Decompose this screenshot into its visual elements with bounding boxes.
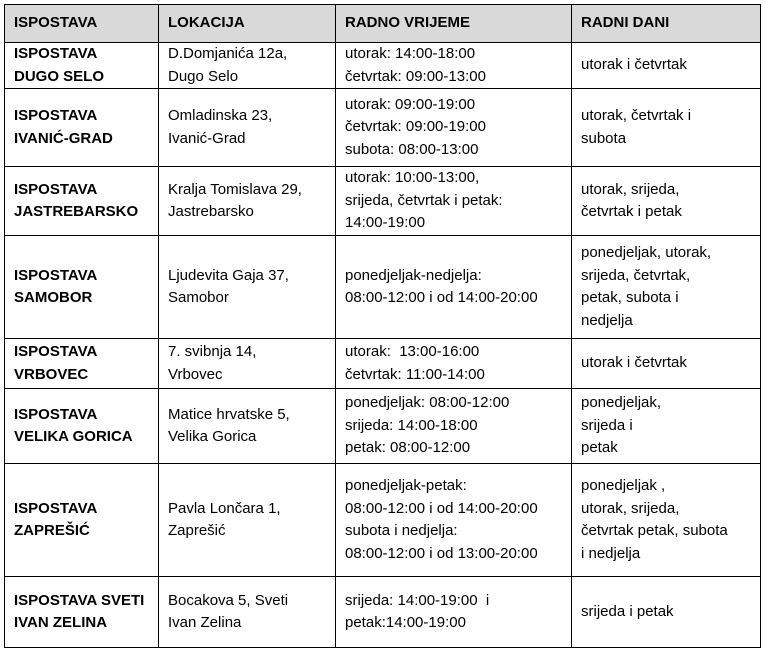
cell-line: ISPOSTAVA SVETI	[14, 591, 145, 609]
cell-line: petak, subota i	[581, 289, 679, 306]
table-row	[5, 43, 761, 89]
cell-line: JASTREBARSKO	[14, 203, 139, 220]
cell-line: Vrbovec	[168, 365, 223, 383]
cell-line: SAMOBOR	[14, 289, 93, 306]
cell-line: 08:00-12:00 i od 14:00-20:00	[345, 499, 538, 517]
cell-line: ISPOSTAVA	[14, 266, 98, 284]
cell-line: Velika Gorica	[168, 428, 257, 445]
cell-line: 08:00-12:00 i od 13:00-20:00	[345, 544, 538, 562]
cell-line: utorak: 09:00-19:00	[345, 95, 476, 113]
cell-line: petak	[581, 439, 618, 457]
days-cell	[572, 389, 761, 464]
office-name-cell	[5, 339, 159, 389]
table-row	[5, 339, 761, 389]
cell-line: utorak i četvrtak	[581, 354, 687, 372]
cell-line: srijeda, četvrtak,	[581, 266, 691, 284]
cell-line: ponedjeljak,	[581, 394, 662, 412]
cell-line: srijeda i petak	[581, 602, 674, 620]
cell-line: srijeda: 14:00-19:00 i	[345, 591, 490, 609]
cell-line: ponedjeljak-petak:	[345, 477, 467, 494]
cell-line: srijeda, četvrtak i petak:	[345, 191, 503, 209]
hours-cell	[336, 464, 572, 577]
days-cell	[572, 167, 761, 236]
office-name-cell	[5, 89, 159, 167]
cell-line: Dugo Selo	[168, 67, 239, 85]
cell-line: ISPOSTAVA	[14, 107, 98, 124]
header-row	[5, 5, 761, 43]
cell-line: DUGO SELO	[14, 67, 105, 85]
cell-line: srijeda: 14:00-18:00	[345, 416, 478, 434]
header-office: ISPOSTAVA	[5, 5, 159, 43]
cell-line: Matice hrvatske 5,	[168, 405, 290, 423]
cell-line: Pavla Lončara 1,	[168, 499, 281, 517]
cell-line: subota i nedjelja:	[345, 522, 458, 539]
location-cell	[159, 236, 336, 339]
cell-line: ponedjeljak, utorak,	[581, 244, 712, 261]
cell-line: VELIKA GORICA	[14, 428, 133, 445]
cell-line: ZAPREŠIĆ	[14, 522, 90, 539]
header-working-hours: RADNO VRIJEME	[336, 5, 572, 43]
branch-offices-table	[4, 4, 761, 648]
cell-line: Ljudevita Gaja 37,	[168, 266, 289, 284]
cell-line: Samobor	[168, 289, 229, 306]
cell-line: utorak: 13:00-16:00	[345, 343, 480, 360]
location-cell	[159, 339, 336, 389]
cell-line: ponedjeljak ,	[581, 477, 666, 494]
office-name-cell	[5, 236, 159, 339]
cell-line: ISPOSTAVA	[14, 499, 98, 517]
office-name-cell	[5, 464, 159, 577]
cell-line: petak: 08:00-12:00	[345, 439, 471, 457]
cell-line: ISPOSTAVA	[14, 343, 98, 360]
cell-line: VRBOVEC	[14, 365, 89, 383]
cell-line: 08:00-12:00 i od 14:00-20:00	[345, 289, 538, 306]
office-name-cell	[5, 577, 159, 648]
location-cell	[159, 464, 336, 577]
cell-line: D.Domjanića 12a,	[168, 45, 288, 62]
office-name-cell	[5, 389, 159, 464]
cell-line: subota	[581, 129, 627, 147]
header-working-days: RADNI DANI	[572, 5, 761, 43]
cell-line: Kralja Tomislava 29,	[168, 180, 302, 198]
cell-line: Zaprešić	[168, 522, 226, 539]
table-row	[5, 577, 761, 648]
cell-line: Jastrebarsko	[168, 203, 254, 220]
cell-line: četvrtak: 11:00-14:00	[345, 365, 485, 383]
location-cell	[159, 89, 336, 167]
hours-cell	[336, 339, 572, 389]
cell-line: ponedjeljak-nedjelja:	[345, 266, 482, 284]
cell-line: srijeda i	[581, 416, 633, 434]
cell-line: četvrtak i petak	[581, 203, 682, 220]
cell-line: Ivanić-Grad	[168, 129, 246, 147]
cell-line: i nedjelja	[581, 544, 641, 562]
hours-cell	[336, 577, 572, 648]
days-cell	[572, 43, 761, 89]
table-row	[5, 167, 761, 236]
days-cell	[572, 464, 761, 577]
cell-line: utorak, srijeda,	[581, 499, 680, 517]
cell-line: četvrtak: 09:00-19:00	[345, 118, 486, 136]
hours-cell	[336, 89, 572, 167]
cell-line: nedjelja	[581, 311, 633, 329]
table-row	[5, 89, 761, 167]
cell-line: ISPOSTAVA	[14, 180, 98, 198]
office-name-cell	[5, 43, 159, 89]
days-cell	[572, 236, 761, 339]
location-cell	[159, 167, 336, 236]
cell-line: utorak: 10:00-13:00,	[345, 169, 480, 187]
header-location: LOKACIJA	[159, 5, 336, 43]
cell-line: Omladinska 23,	[168, 107, 273, 124]
hours-cell	[336, 236, 572, 339]
cell-line: subota: 08:00-13:00	[345, 140, 479, 158]
table-row	[5, 464, 761, 577]
days-cell	[572, 577, 761, 648]
days-cell	[572, 89, 761, 167]
location-cell	[159, 577, 336, 648]
table-row	[5, 236, 761, 339]
cell-line: utorak: 14:00-18:00	[345, 45, 476, 62]
cell-line: ISPOSTAVA	[14, 405, 98, 423]
table-row	[5, 389, 761, 464]
cell-line: 7. svibnja 14,	[168, 343, 257, 360]
days-cell	[572, 339, 761, 389]
cell-line: utorak i četvrtak	[581, 56, 687, 74]
cell-line: ponedjeljak: 08:00-12:00	[345, 394, 510, 412]
cell-line: IVANIĆ-GRAD	[14, 129, 113, 147]
cell-line: četvrtak: 09:00-13:00	[345, 67, 486, 85]
cell-line: utorak, srijeda,	[581, 180, 680, 198]
cell-line: petak:14:00-19:00	[345, 614, 466, 631]
hours-cell	[336, 167, 572, 236]
cell-line: Bocakova 5, Sveti	[168, 591, 289, 609]
cell-line: četvrtak petak, subota	[581, 522, 728, 539]
office-name-cell	[5, 167, 159, 236]
hours-cell	[336, 43, 572, 89]
cell-line: utorak, četvrtak i	[581, 107, 692, 124]
cell-line: Ivan Zelina	[168, 614, 242, 631]
location-cell	[159, 43, 336, 89]
cell-line: 14:00-19:00	[345, 214, 426, 232]
hours-cell	[336, 389, 572, 464]
cell-line: IVAN ZELINA	[14, 614, 108, 631]
cell-line: ISPOSTAVA	[14, 45, 98, 62]
location-cell	[159, 389, 336, 464]
